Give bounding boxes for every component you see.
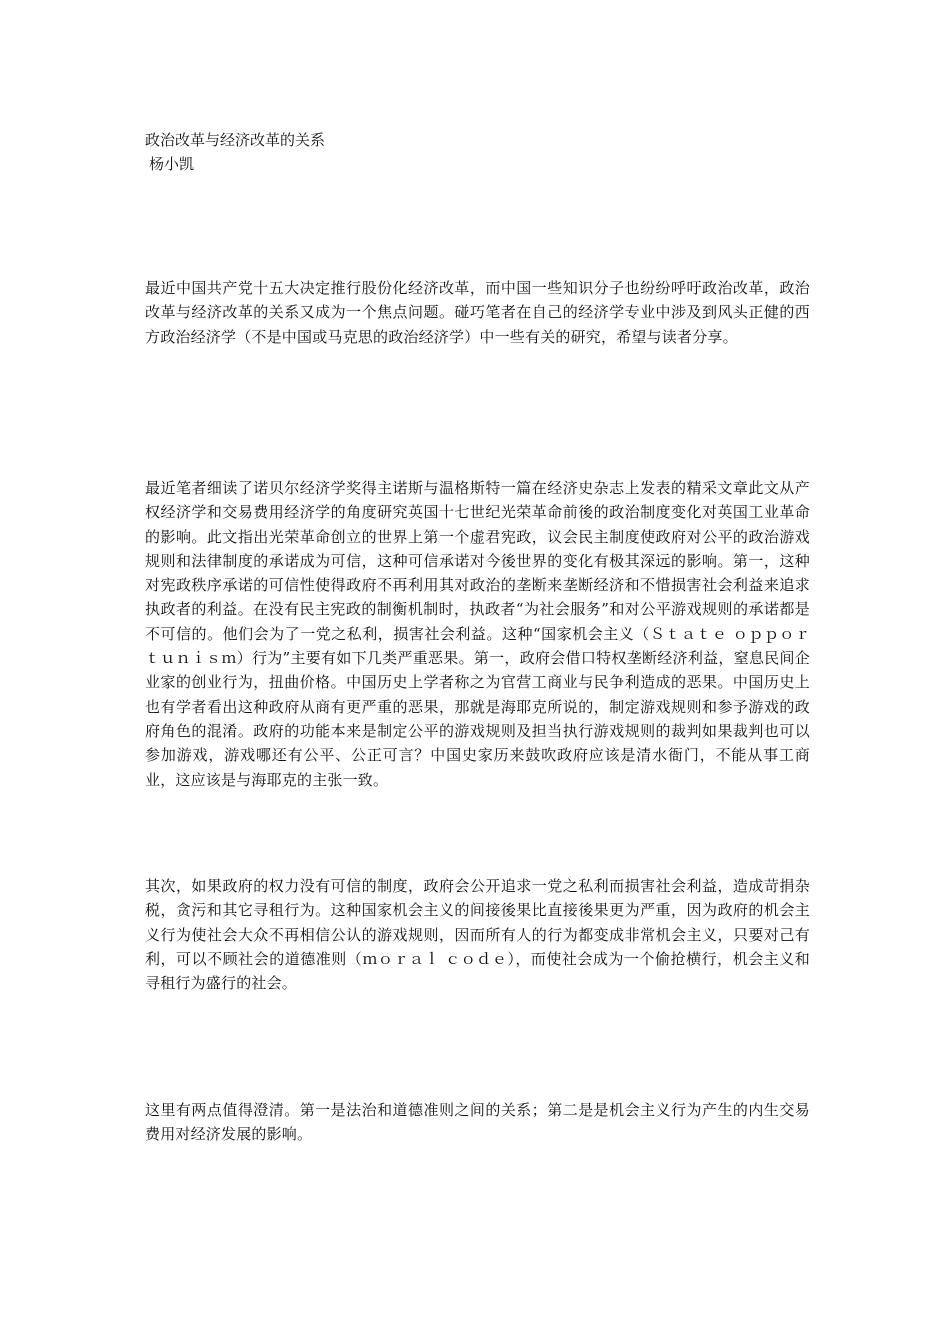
paragraph-intro: 最近中国共产党十五大决定推行股份化经济改革，而中国一些知识分子也纷纷呼吁政治改革，政治改革与经济改革的关系又成为一个焦点问题。碰巧笔者在自己的经济学专业中涉及到风头正健的西方政治经济学（不是中国或马克思的政治经济学）中一些有关的研究，希望与读者分享。 bbox=[145, 279, 810, 346]
document-title: 政治改革与经济改革的关系 bbox=[145, 131, 326, 149]
paragraph-clarification: 这里有两点值得澄清。第一是法治和道德准则之间的关系；第二是是机会主义行为产生的内生交易费用对经济发展的影响。 bbox=[145, 1101, 810, 1144]
document-author: 杨小凯 bbox=[149, 155, 195, 173]
title-block bbox=[145, 128, 325, 176]
paragraph-north-weingast: 最近笔者细读了诺贝尔经济学奖得主诺斯与温格斯特一篇在经济史杂志上发表的精采文章此文从产权经济学和交易费用经济学的角度研究英国十七世纪光荣革命前後的政治制度变化对英国工业革命的影响。此文指出光荣革命创立的世界上第一个虚君宪政，议会民主制度使政府对公平的政治游戏规则和法律制度的承诺成为可信，这种可信承诺对今後世界的变化有极其深远的影响。第一，这种对宪政秩序承诺的可信性使得政府不再利用其对政治的垄断来垄断经济和不惜损害社会利益来追求执政者的利益。在没有民主宪政的制衡机制时，执政者“为社会服务”和对公平游戏规则的承诺都是不可信的。他们会为了一党之私利，损害社会利益。这种“国家机会主义（Ｓｔａｔｅ ｏｐｐｏｒｔｕｎｉｓｍ）行为”主要有如下几类严重恶果。第一，政府会借口特权垄断经济利益，窒息民间企业家的创业行为，扭曲价格。中国历史上学者称之为官营工商业与民争利造成的恶果。中国历史上也有学者看出这种政府从商有更严重的恶果，那就是海耶克所说的，制定游戏规则和参予游戏的政府角色的混淆。政府的功能本来是制定公平的游戏规则及担当执行游戏规则的裁判如果裁判也可以参加游戏，游戏哪还有公平、公正可言？中国史家历来鼓吹政府应该是清水衙门，不能从事工商业，这应该是与海耶克的主张一致。 bbox=[145, 479, 810, 789]
paragraph-state-opportunism: 其次，如果政府的权力没有可信的制度，政府会公开追求一党之私利而损害社会利益，造成苛捐杂税，贪污和其它寻租行为。这种国家机会主义的间接後果比直接後果更为严重，因为政府的机会主义行为使社会大众不再相信公认的游戏规则，因而所有人的行为都变成非常机会主义，只要对己有利，可以不顾社会的道德准则（ｍｏｒａｌ ｃｏｄｅ），而使社会成为一个偷抢横行，机会主义和寻租行为盛行的社会。 bbox=[145, 877, 810, 993]
